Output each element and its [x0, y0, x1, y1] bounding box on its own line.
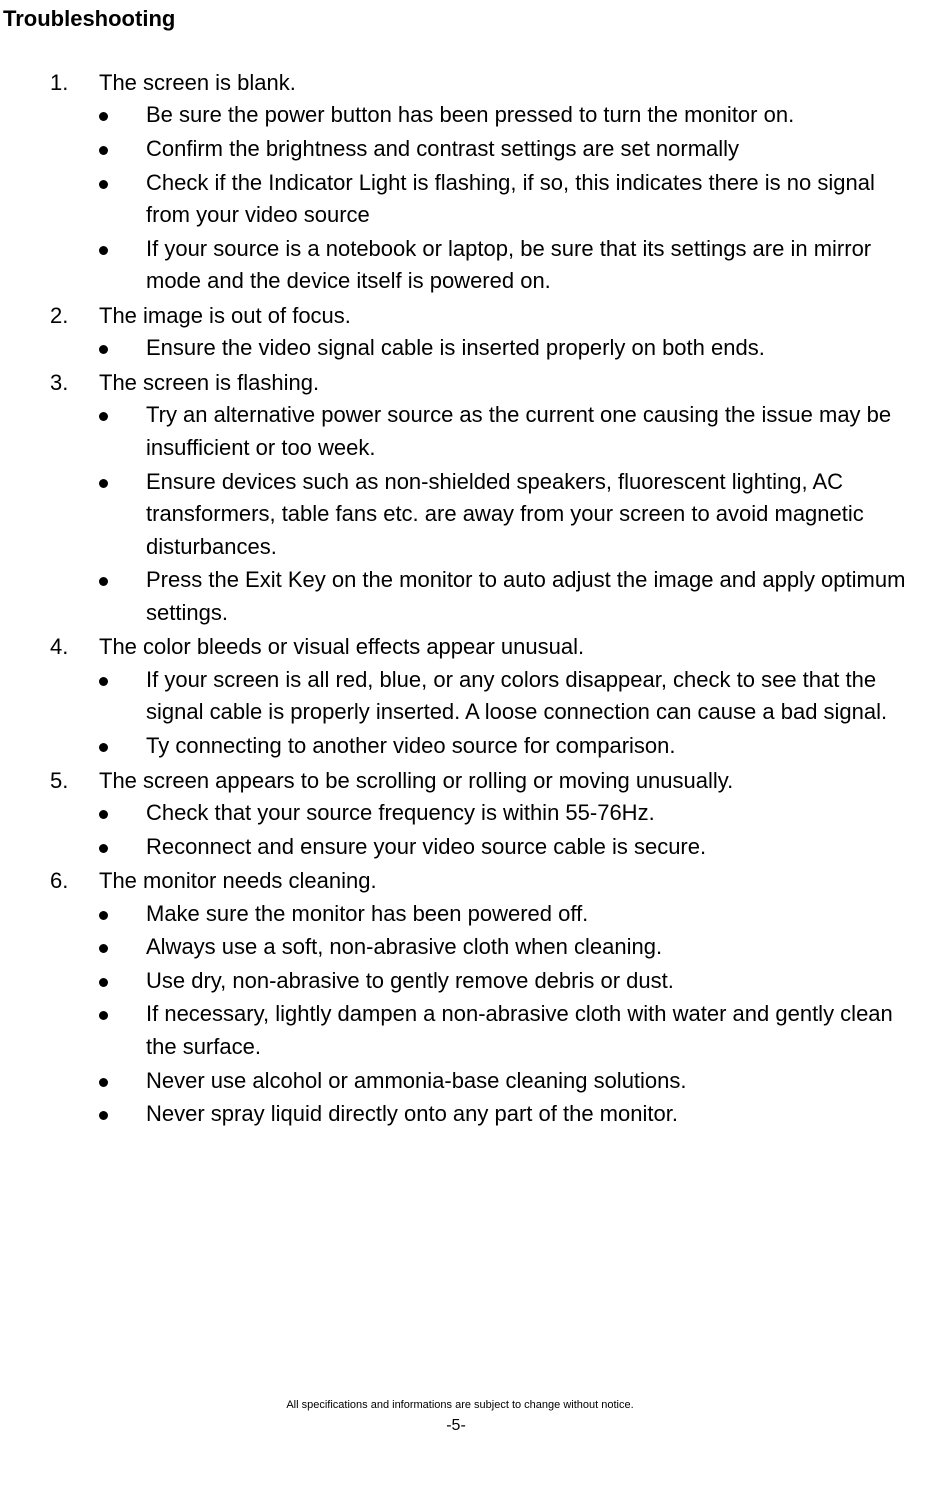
bullet-list [0, 898, 950, 1131]
issue-heading [0, 764, 950, 797]
issue-item [0, 366, 950, 630]
bullet-text: Check if the Indicator Light is flashing, if so, this indicates there is no signal from your video source [146, 169, 875, 228]
bullet-dot-icon [99, 345, 108, 354]
bullet-text: Ensure the video signal cable is inserted properly on both ends. [146, 335, 765, 361]
bullet-list [0, 664, 950, 763]
bullet-dot-icon [99, 743, 108, 752]
bullet-text: If necessary, lightly dampen a non-abrasive cloth with water and gently clean the surface. [146, 1001, 893, 1059]
bullet-text: Try an alternative power source as the current one causing the issue may be insufficient or too week. [146, 402, 892, 460]
issue-number: 3. [50, 369, 69, 395]
bullet-item [0, 233, 950, 298]
bullet-item [0, 564, 950, 629]
issue-item [0, 630, 950, 762]
bullet-dot-icon [99, 978, 108, 987]
issue-number: 5. [50, 767, 69, 793]
troubleshooting-list [0, 66, 950, 1132]
bullet-text: Check that your source frequency is within 55-76Hz. [146, 800, 655, 826]
issue-number: 6. [50, 868, 69, 894]
bullet-dot-icon [99, 180, 108, 189]
bullet-item [0, 399, 950, 464]
bullet-text: Always use a soft, non-abrasive cloth when cleaning. [146, 934, 663, 960]
issue-text: The monitor needs cleaning. [99, 868, 377, 894]
bullet-dot-icon [99, 1011, 108, 1020]
bullet-dot-icon [99, 577, 108, 586]
bullet-dot-icon [99, 677, 108, 686]
bullet-text: Be sure the power button has been pressed to turn the monitor on. [146, 102, 795, 128]
issue-text: The screen appears to be scrolling or rolling or moving unusually. [99, 767, 734, 793]
bullet-dot-icon [99, 911, 108, 920]
issue-item [0, 66, 950, 298]
bullet-item [0, 931, 950, 964]
bullet-item [0, 332, 950, 365]
bullet-text: Never use alcohol or ammonia-base cleaning solutions. [146, 1067, 687, 1093]
bullet-dot-icon [99, 1078, 108, 1087]
bullet-item [0, 1065, 950, 1098]
bullet-text: Confirm the brightness and contrast settings are set normally [146, 135, 740, 161]
issue-number: 2. [50, 302, 69, 328]
bullet-text: Reconnect and ensure your video source cable is secure. [146, 833, 707, 859]
bullet-dot-icon [99, 844, 108, 853]
bullet-item [0, 133, 950, 166]
page-number: -5- [446, 1417, 466, 1434]
bullet-list [0, 399, 950, 629]
footer-disclaimer: All specifications and informations are subject to change without notice. [286, 1399, 634, 1411]
issue-text: The screen is flashing. [99, 369, 320, 395]
bullet-item [0, 831, 950, 864]
bullet-dot-icon [99, 479, 108, 488]
bullet-dot-icon [99, 246, 108, 255]
bullet-list [0, 797, 950, 863]
bullet-dot-icon [99, 810, 108, 819]
issue-item [0, 299, 950, 365]
issue-item [0, 864, 950, 1131]
bullet-list [0, 99, 950, 298]
bullet-text: Use dry, non-abrasive to gently remove debris or dust. [146, 967, 674, 993]
bullet-item [0, 1098, 950, 1131]
bullet-item [0, 965, 950, 998]
bullet-dot-icon [99, 944, 108, 953]
bullet-item [0, 664, 950, 729]
bullet-item [0, 99, 950, 132]
issue-item [0, 764, 950, 864]
issue-text: The screen is blank. [99, 70, 296, 95]
issue-text: The color bleeds or visual effects appear unusual. [99, 634, 585, 660]
bullet-text: If your source is a notebook or laptop, be sure that its settings are in mirror mode and the device itself is powered on. [146, 235, 872, 294]
bullet-list [0, 332, 950, 365]
bullet-dot-icon [99, 412, 108, 421]
bullet-text: Ty connecting to another video source for comparison. [146, 733, 676, 759]
bullet-dot-icon [99, 146, 108, 155]
issue-number: 4. [50, 634, 69, 660]
issue-heading [0, 66, 950, 99]
bullet-dot-icon [99, 1111, 108, 1120]
issue-heading [0, 630, 950, 663]
bullet-item [0, 797, 950, 830]
bullet-text: Never spray liquid directly onto any part of the monitor. [146, 1101, 678, 1127]
bullet-text: If your screen is all red, blue, or any colors disappear, check to see that the signal cable is properly inserted. A loose connection can cause a bad signal. [146, 666, 888, 725]
issue-number: 1. [50, 70, 69, 95]
bullet-item [0, 998, 950, 1063]
bullet-item [0, 466, 950, 564]
bullet-item [0, 730, 950, 763]
bullet-text: Ensure devices such as non-shielded speakers, fluorescent lighting, AC transformers, table fans etc. are away from your screen to avoid magnetic disturbances. [146, 468, 864, 559]
bullet-dot-icon [99, 112, 108, 121]
bullet-item [0, 167, 950, 232]
bullet-item [0, 898, 950, 931]
issue-heading [0, 299, 950, 332]
bullet-text: Press the Exit Key on the monitor to auto adjust the image and apply optimum settings. [146, 567, 906, 625]
issue-heading [0, 366, 950, 399]
bullet-text: Make sure the monitor has been powered off. [146, 900, 589, 926]
issue-heading [0, 864, 950, 897]
issue-text: The image is out of focus. [99, 302, 351, 328]
page-title: Troubleshooting [3, 6, 176, 31]
